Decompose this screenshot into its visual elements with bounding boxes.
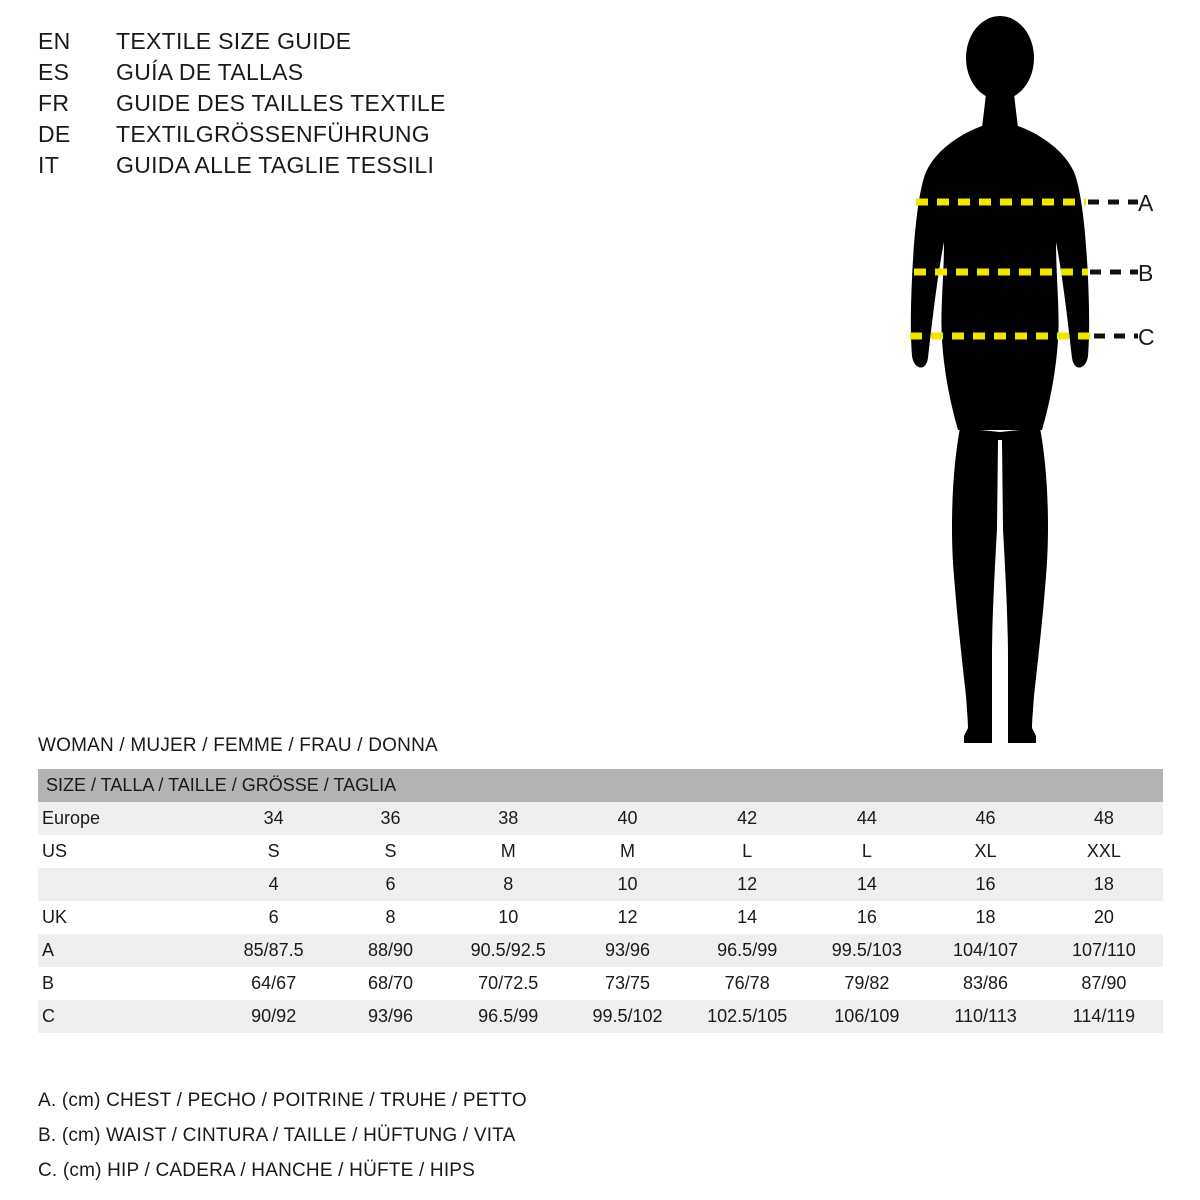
legend	[38, 1090, 738, 1195]
marker-label-b: B	[1138, 260, 1154, 286]
marker-label-a: A	[1138, 190, 1154, 216]
table-row	[38, 967, 1163, 1000]
table-cell: 99.5/102	[568, 1000, 687, 1033]
table-header-label: SIZE / TALLA / TAILLE / GRÖSSE / TAGLIA	[38, 769, 1163, 802]
title-lang-text: TEXTILE SIZE GUIDE	[116, 28, 352, 54]
size-table	[38, 769, 1163, 1033]
table-cell: 34	[215, 802, 333, 835]
title-lang-text: TEXTILGRÖSSENFÜHRUNG	[116, 121, 430, 147]
table-cell: 73/75	[605, 973, 651, 993]
figure-area	[780, 0, 1200, 770]
table-cell: L	[742, 841, 753, 861]
row-label: B	[42, 973, 55, 993]
table-cell: 42	[687, 802, 807, 835]
table-cell: 90.5/92.5	[448, 934, 568, 967]
table-cell: 70/72.5	[478, 973, 539, 993]
title-lang-text: GUIDE DES TAILLES TEXTILE	[116, 90, 446, 116]
table-cell: 16	[856, 907, 877, 927]
table-cell: 46	[926, 802, 1044, 835]
table-row	[38, 1000, 1163, 1033]
table-cell: 110/113	[926, 1000, 1044, 1033]
table-row	[38, 934, 1163, 967]
table-cell: 18	[975, 907, 996, 927]
table-cell: 68/70	[367, 973, 413, 993]
female-silhouette-icon	[840, 10, 1170, 755]
table-cell: 85/87.5	[215, 934, 333, 967]
legend-line-b: B. (cm) WAIST / CINTURA / TAILLE / HÜFTUNG / VITA	[38, 1125, 516, 1146]
table-cell: S	[267, 841, 280, 861]
table-row	[38, 802, 1163, 835]
legend-line-c: C. (cm) HIP / CADERA / HANCHE / HÜFTE / HIPS	[38, 1160, 476, 1181]
table-cell: 104/107	[926, 934, 1044, 967]
table-cell: 48	[1045, 802, 1163, 835]
title-row	[38, 28, 658, 55]
title-lang-code: EN	[38, 28, 71, 54]
table-cell: 90/92	[215, 1000, 333, 1033]
row-label	[38, 868, 215, 901]
table-cell: 8	[385, 907, 396, 927]
marker-label-c: C	[1138, 324, 1155, 350]
table-cell: 102.5/105	[687, 1000, 807, 1033]
table-cell: 14	[807, 868, 926, 901]
table-cell: M	[620, 841, 636, 861]
table-cell: 96.5/99	[448, 1000, 568, 1033]
title-lang-text: GUÍA DE TALLAS	[116, 59, 304, 85]
row-label: US	[42, 841, 68, 861]
table-row	[38, 901, 1163, 934]
title-lang-code: FR	[38, 90, 70, 116]
title-lang-code: DE	[38, 121, 71, 147]
title-row	[38, 59, 658, 86]
table-cell: 40	[568, 802, 687, 835]
table-header-row	[38, 769, 1163, 802]
table-cell: M	[500, 841, 516, 861]
table-cell: 107/110	[1045, 934, 1163, 967]
table-cell: 64/67	[251, 973, 297, 993]
table-cell: 96.5/99	[687, 934, 807, 967]
table-cell: 8	[448, 868, 568, 901]
table-cell: 20	[1093, 907, 1114, 927]
legend-line-a: A. (cm) CHEST / PECHO / POITRINE / TRUHE / PETTO	[38, 1090, 527, 1111]
table-cell: 93/96	[333, 1000, 449, 1033]
row-label: Europe	[38, 802, 215, 835]
table-cell: 12	[687, 868, 807, 901]
table-cell: 76/78	[724, 973, 770, 993]
table-cell: 93/96	[568, 934, 687, 967]
title-lang-code: ES	[38, 59, 70, 85]
size-table-section	[38, 735, 1163, 1033]
table-row	[38, 835, 1163, 868]
table-section-title: WOMAN / MUJER / FEMME / FRAU / DONNA	[38, 735, 438, 756]
table-cell: 36	[333, 802, 449, 835]
title-lang-code: IT	[38, 152, 60, 178]
title-row	[38, 90, 658, 117]
table-cell: 114/119	[1045, 1000, 1163, 1033]
table-cell: 87/90	[1081, 973, 1127, 993]
table-cell: 18	[1045, 868, 1163, 901]
title-row	[38, 152, 658, 179]
table-cell: 6	[268, 907, 279, 927]
table-cell: 4	[215, 868, 333, 901]
table-cell: 83/86	[963, 973, 1009, 993]
table-cell: 16	[926, 868, 1044, 901]
table-cell: 12	[617, 907, 638, 927]
table-cell: 6	[333, 868, 449, 901]
table-cell: 38	[448, 802, 568, 835]
title-block	[38, 28, 658, 183]
table-cell: S	[384, 841, 397, 861]
table-cell: 44	[807, 802, 926, 835]
row-label: UK	[42, 907, 68, 927]
table-cell: 99.5/103	[807, 934, 926, 967]
table-cell: 88/90	[333, 934, 449, 967]
table-cell: 10	[568, 868, 687, 901]
table-cell: XXL	[1086, 841, 1121, 861]
table-cell: 14	[737, 907, 758, 927]
row-label: C	[38, 1000, 215, 1033]
table-cell: 106/109	[807, 1000, 926, 1033]
title-lang-text: GUIDA ALLE TAGLIE TESSILI	[116, 152, 435, 178]
row-label: A	[38, 934, 215, 967]
table-cell: L	[861, 841, 872, 861]
table-row	[38, 868, 1163, 901]
table-cell: 10	[498, 907, 519, 927]
table-cell: XL	[974, 841, 997, 861]
table-cell: 79/82	[844, 973, 890, 993]
title-row	[38, 121, 658, 148]
